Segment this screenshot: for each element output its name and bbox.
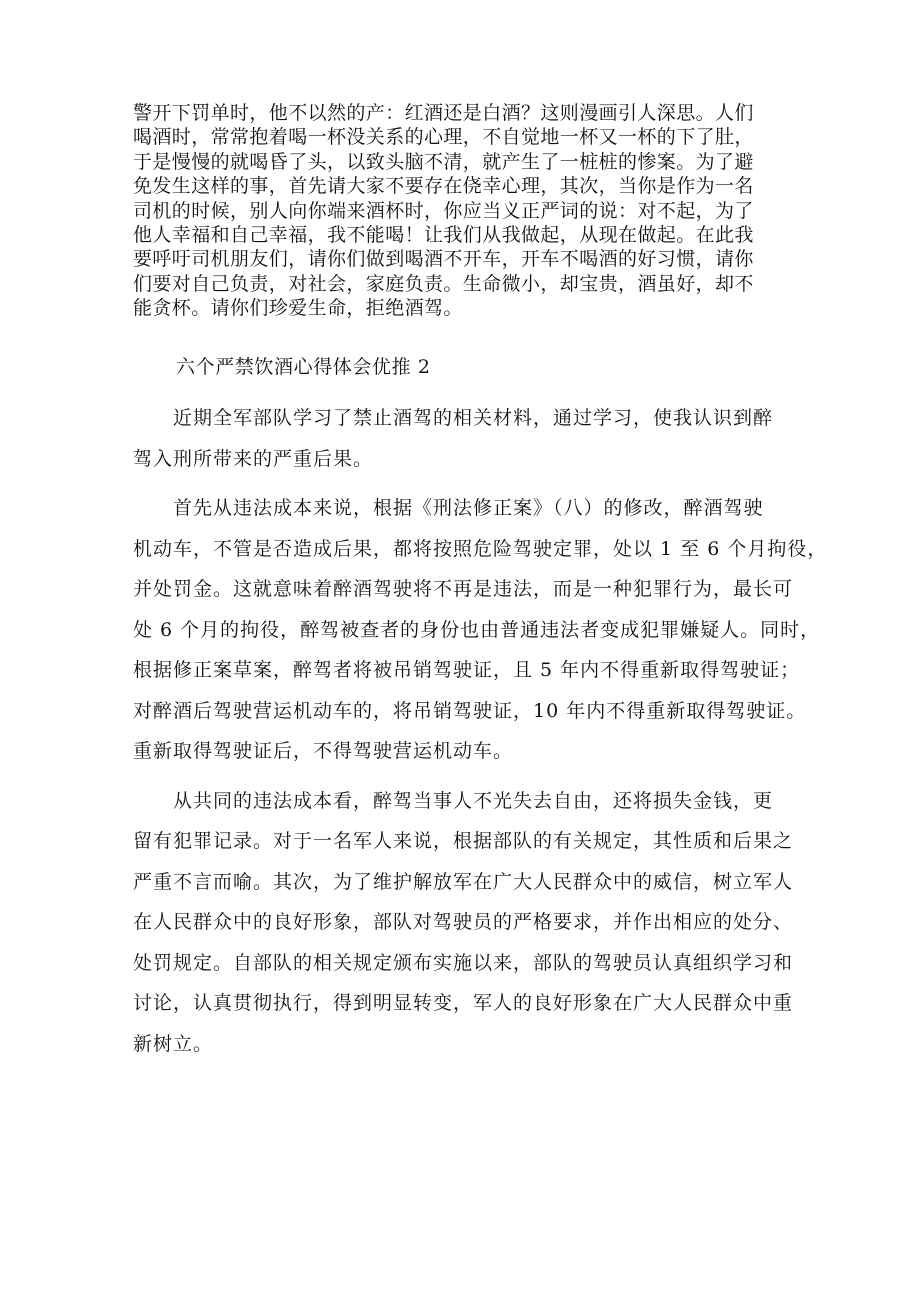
text-line: 于是慢慢的就喝昏了头，以致头脑不清，就产生了一桩桩的惨案。为了避 [133,150,754,173]
text-line: 司机的时候，别人向你端来酒杯时，你应当义正严词的说：对不起，为了 [133,199,754,222]
text-line: 们要对自己负责，对社会，家庭负责。生命微小，却宝贵，酒虽好，却不 [133,272,754,295]
paragraph [133,488,828,772]
text-line: 能贪杯。请你们珍爱生命，拒绝酒驾。 [133,297,463,320]
text-line: 首先从违法成本来说，根据《刑法修正案》（八）的修改，醉酒驾驶 [133,497,764,519]
text-line: 从共同的违法成本看，醉驾当事人不光失去自由，还将损失金钱，更 [133,789,774,812]
text-line: 处罚规定。自部队的相关规定颁布实施以来，部队的驾驶员认真组织学习和 [133,951,794,974]
text-line: 严重不言而喻。其次，为了维护解放军在广大人民群众中的威信，树立军人 [133,870,794,893]
text-line: 处 6 个月的拘役，醉驾被查者的身份也由普通违法者变成犯罪嫌疑人。同时， [133,618,821,641]
text-line: 驾入刑所带来的严重后果。 [133,447,374,470]
text-line: 并处罚金。这就意味着醉酒驾驶将不再是违法，而是一种犯罪行为，最长可 [133,578,794,600]
paragraph [133,781,813,1065]
paragraph [133,398,813,479]
text-line: 留有犯罪记录。对于一名军人来说，根据部队的有关规定，其性质和后果之 [133,830,794,852]
top-paragraph [133,101,793,321]
section-heading: 六个严禁饮酒心得体会优推 2 [176,356,431,378]
text-line: 新树立。 [133,1032,214,1055]
text-line: 他人幸福和自己幸福，我不能喝！让我们从我做起，从现在做起。在此我 [133,224,754,247]
text-line: 喝酒时，常常抱着喝一杯没关系的心理，不自觉地一杯又一杯的下了肚， [133,126,754,149]
text-line: 重新取得驾驶证后，不得驾驶营运机动车。 [133,740,514,762]
text-line: 警开下罚单时，他不以然的产：红酒还是白酒？这则漫画引人深思。人们 [133,102,754,124]
text-line: 根据修正案草案，醉驾者将被吊销驾驶证，且 5 年内不得重新取得驾驶证； [133,659,801,681]
text-line: 要呼吁司机朋友们，请你们做到喝酒不开车，开车不喝酒的好习惯，请你 [133,248,754,271]
text-line: 免发生这样的事，首先请大家不要存在侥幸心理，其次，当你是作为一名 [133,175,754,198]
text-line: 在人民群众中的良好形象，部队对驾驶员的严格要求，并作出相应的处分、 [133,911,794,933]
body-text [133,398,828,1064]
text-line: 机动车，不管是否造成后果，都将按照危险驾驶定罪，处以 1 至 6 个月拘役， [133,537,828,560]
text-line: 讨论，认真贯彻执行，得到明显转变，军人的良好形象在广大人民群众中重 [133,992,794,1014]
text-line: 对醉酒后驾驶营运机动车的，将吊销驾驶证，10 年内不得重新取得驾驶证。 [133,699,807,722]
text-line: 近期全军部队学习了禁止酒驾的相关材料，通过学习，使我认识到醉 [133,407,774,429]
